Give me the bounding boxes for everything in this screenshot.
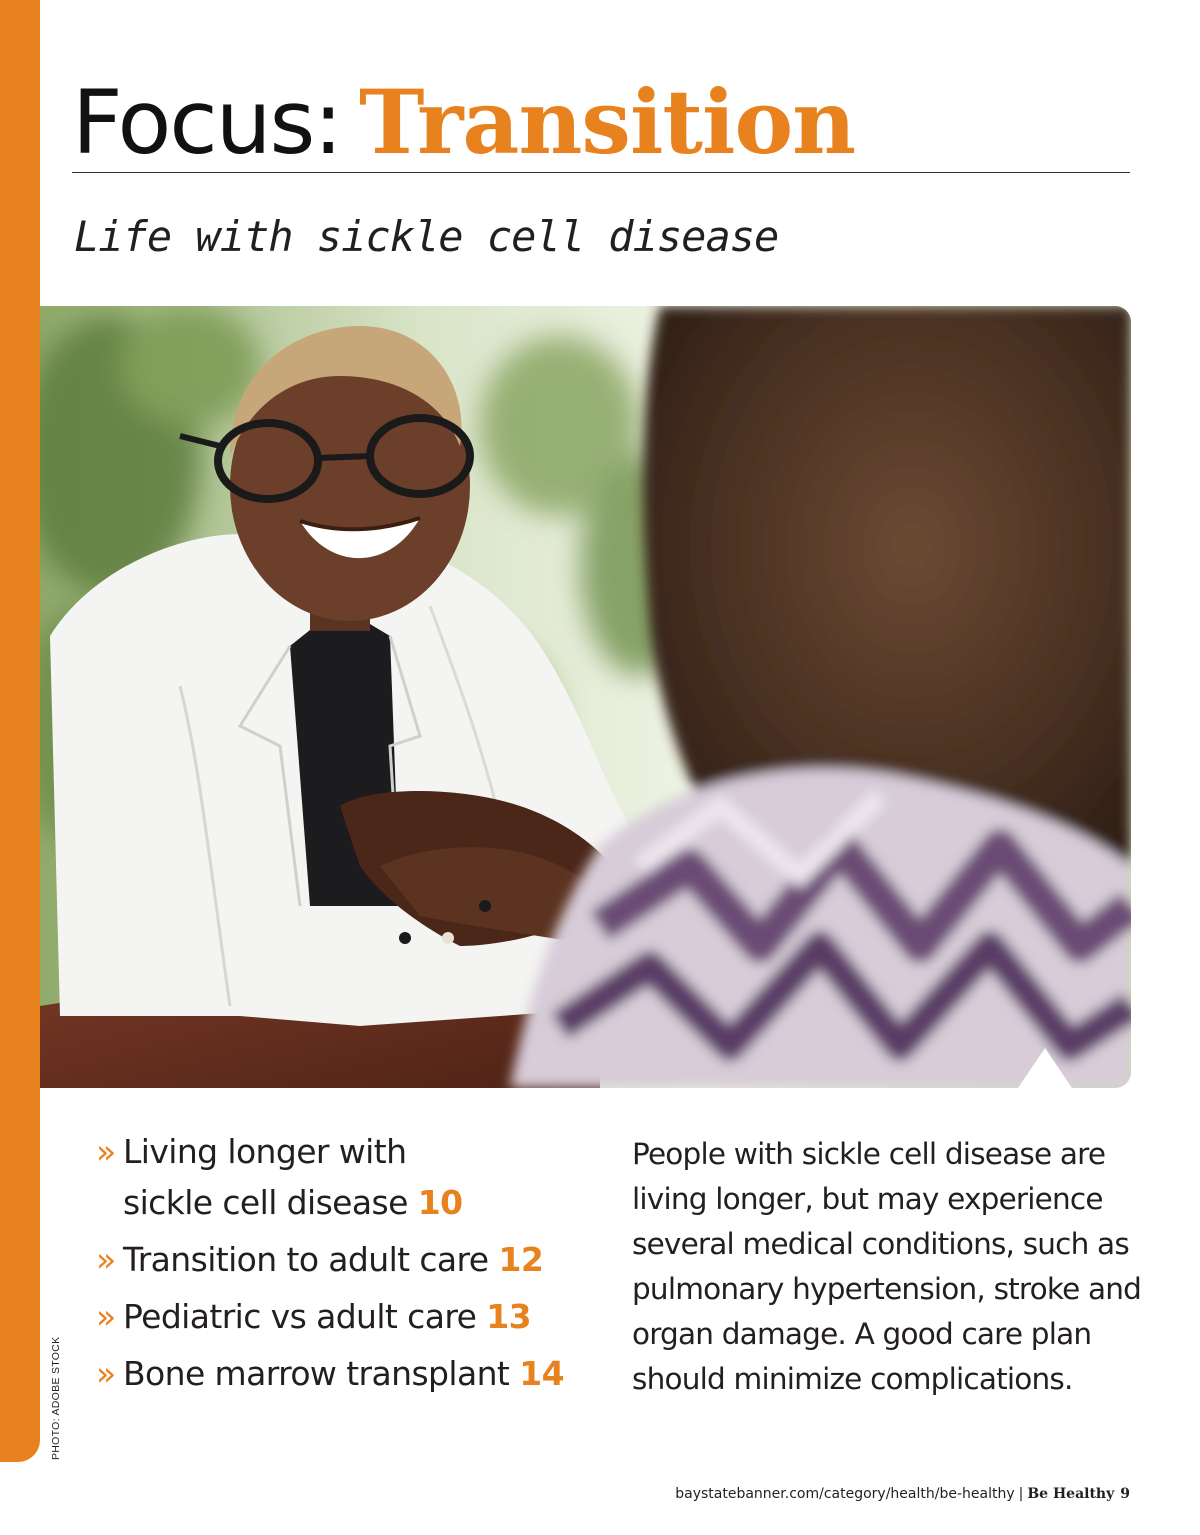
photo-credit: PHOTO: ADOBE STOCK <box>50 1336 62 1460</box>
orange-side-bar <box>0 0 40 1462</box>
chevron-right-icon: » <box>96 1354 114 1393</box>
toc-page-number: 12 <box>498 1240 544 1279</box>
toc-item[interactable] <box>96 1291 564 1342</box>
hero-photo <box>40 306 1131 1088</box>
footer-publication: Be Healthy <box>1027 1486 1115 1502</box>
title-focus: Focus: <box>72 71 341 174</box>
toc-item-label: Transition to adult care <box>123 1240 489 1279</box>
toc-item-label-cont: sickle cell disease <box>123 1183 408 1222</box>
title-divider <box>72 172 1130 173</box>
toc-page-number: 10 <box>417 1183 463 1222</box>
hero-photo-illustration <box>40 306 1131 1088</box>
toc-item-label: Pediatric vs adult care <box>123 1297 477 1336</box>
chevron-right-icon: » <box>96 1240 114 1279</box>
chevron-right-icon: » <box>96 1132 114 1171</box>
page-footer <box>675 1486 1130 1502</box>
toc-item-label: Living longer with <box>123 1132 407 1171</box>
toc-item[interactable] <box>96 1348 564 1399</box>
title-transition: Transition <box>358 70 856 174</box>
toc-item-label: Bone marrow transplant <box>123 1354 510 1393</box>
page-title <box>72 70 856 174</box>
toc-item[interactable] <box>96 1126 564 1228</box>
footer-url[interactable]: baystatebanner.com/category/health/be-healthy <box>675 1486 1015 1502</box>
intro-blurb: People with sickle cell disease are living longer, but may experience several medical conditions, such as pulmonary hypertension, stroke and organ damage. A good care plan should minimize complications. <box>632 1137 1142 1396</box>
chevron-right-icon: » <box>96 1297 114 1336</box>
page-subtitle: Life with sickle cell disease <box>74 212 779 261</box>
footer-separator: | <box>1018 1486 1024 1502</box>
footer-page-number: 9 <box>1120 1486 1130 1502</box>
toc-page-number: 13 <box>486 1297 532 1336</box>
toc-item[interactable] <box>96 1234 564 1285</box>
toc-list <box>96 1126 564 1405</box>
toc-page-number: 14 <box>519 1354 564 1393</box>
